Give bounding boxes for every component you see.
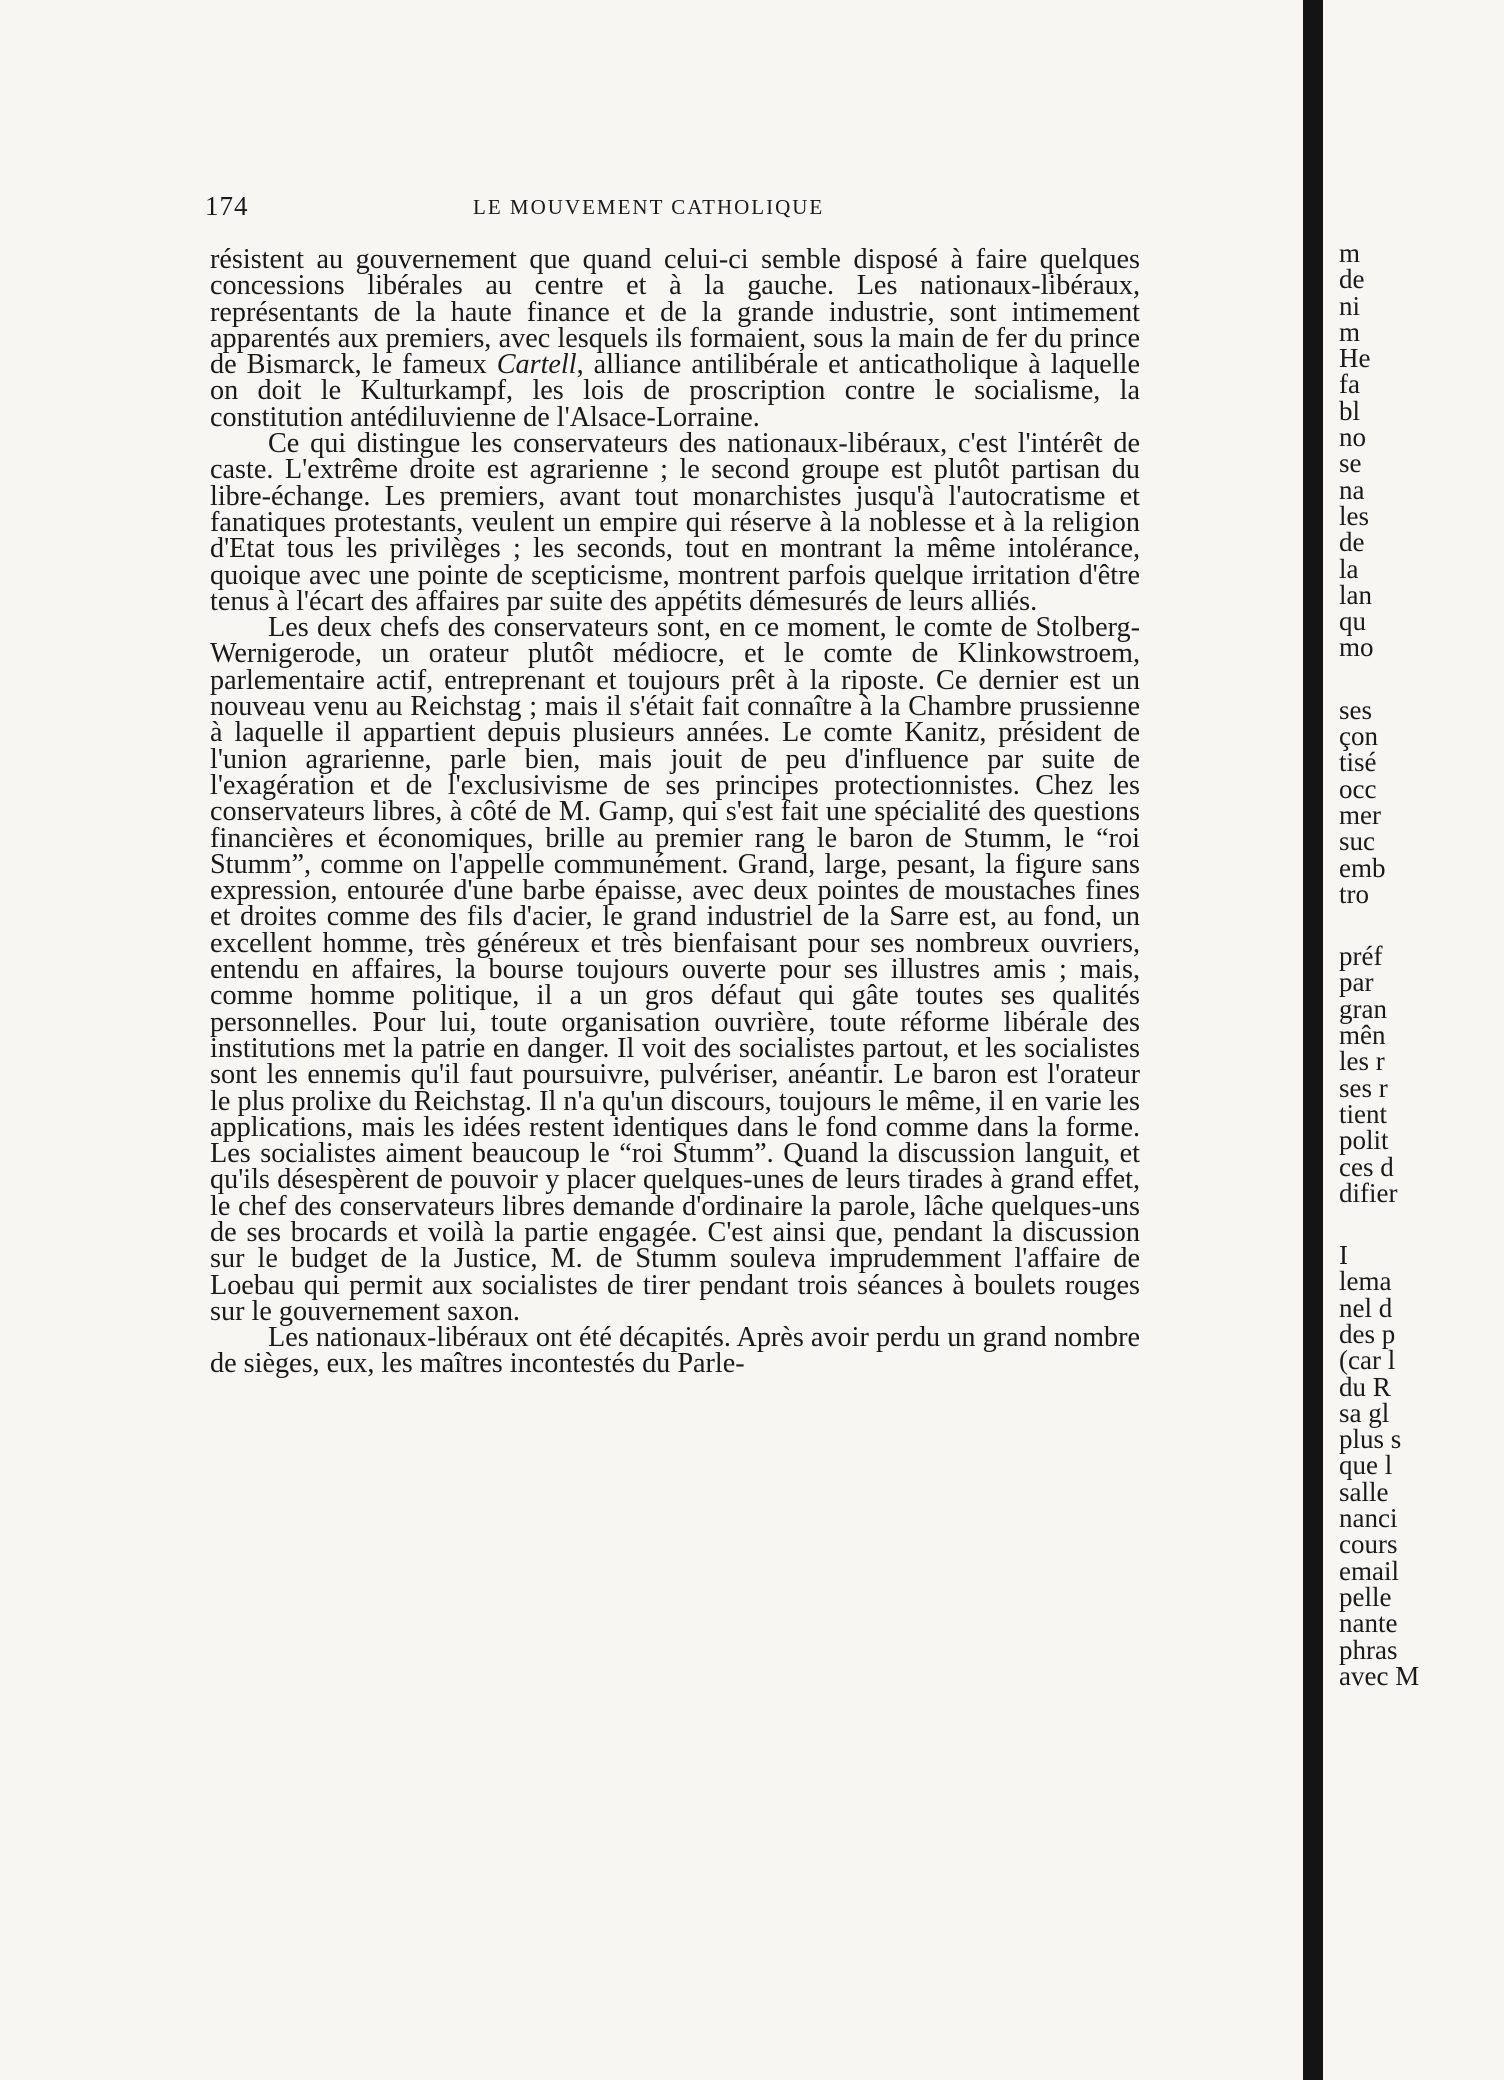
text-fragment: bl (1339, 395, 1361, 426)
running-head: LE MOUVEMENT CATHOLIQUE (473, 195, 825, 219)
right-page-edge (1323, 0, 1504, 2080)
text-fragment: ni (1339, 290, 1361, 321)
right-page-text-fragments (1339, 240, 1504, 1689)
text-fragment: que l (1339, 1450, 1393, 1481)
text-fragment: phras (1339, 1634, 1398, 1665)
text-fragment: na (1339, 474, 1365, 505)
paragraph-3: Les deux chefs des conservateurs sont, en ce moment, le comte de Stolberg-Wernigerode, un orateur plutôt médiocre, et le comte de Klinkowstroem, parlementaire actif, entreprenant et toujours prêt à la riposte. Ce dernier est un nouveau venu au Reichstag ; mais il s'était fait connaître à la Chambre prussienne à laquelle il appartient depuis plusieurs années. Le comte Kanitz, président de l'union agrarienne, parle bien, mais jouit de peu d'influence par suite de l'exagération et de l'exclusivisme de ses principes protectionnistes. Chez les conservateurs libres, à côté de M. Gamp, qui s'est fait une spécialité des questions financières et économiques, brille au premier rang le baron de Stumm, le “roi Stumm”, comme on l'appelle communément. Grand, large, pesant, la figure sans expression, entourée d'une barbe épaisse, avec deux pointes de moustaches fines et droites comme des fils d'acier, le grand industriel de la Sarre est, au fond, un excellent homme, très généreux et très bienfaisant pour ses nombreux ouvriers, entendu en affaires, la bourse toujours ouverte pour ses illustres amis ; mais, comme homme politique, il a un gros défaut qui gâte toutes ses qualités personnelles. Pour lui, toute organisation ouvrière, toute réforme libérale des institutions met la patrie en danger. Il voit des socialistes partout, et les socialistes sont les ennemis qu'il faut poursuivre, pulvériser, anéantir. Le baron est l'orateur le plus prolixe du Reichstag. Il n'a qu'un discours, toujours le même, il en varie les applications, mais les idées restent identiques dans le fond comme dans la forme. Les socialistes aiment beaucoup le “roi Stumm”. Quand la discussion languit, et qu'ils désespèrent de pouvoir y placer quelques-unes de leurs tirades à grand effet, le chef des conservateurs libres demande d'ordinaire la parole, lâche quelques-uns de ses brocards et voilà la partie engagée. C'est ainsi que, pendant la discussion sur le budget de la Justice, M. de Stumm souleva imprudemment l'affaire de Loebau qui permit aux socialistes de tirer pendant trois séances à boulets rouges sur le gouvernement saxon. (210, 612, 1140, 1327)
text-fragment: par (1339, 967, 1374, 998)
paragraph-gap (1339, 661, 1504, 697)
paragraph-4: Les nationaux-libéraux ont été décapités. Après avoir perdu un grand nombre de sièges, eux, les maîtres incontestés du Parle- (210, 1322, 1140, 1380)
text-fragment: no (1339, 422, 1366, 453)
text-fragment: pelle (1339, 1581, 1392, 1612)
text-fragment: sa gl (1339, 1397, 1390, 1428)
paragraph-1: résistent au gouvernement que quand celui-ci semble disposé à faire quelques concessions libérales au centre et à la gauche. Les nationaux-libéraux, représentants de la haute finance et de la grande industrie, sont intimement apparentés aux premiers, avec lesquels ils formaient, sous la main de fer du prince de Bismarck, le fameux Cartell, alliance antilibérale et anticatholique à laquelle on doit le Kulturkampf, les lois de proscription contre le socialisme, la constitution antédiluvienne de l'Alsace-Lorraine. (210, 244, 1140, 433)
text-fragment: difier (1339, 1177, 1398, 1208)
text-fragment: avec M (1339, 1660, 1420, 1691)
text-fragment: nante (1339, 1608, 1398, 1639)
text-fragment: ses (1339, 694, 1372, 725)
paragraph-gap (1339, 907, 1504, 943)
text-fragment: suc (1339, 826, 1375, 857)
text-fragment: email (1339, 1555, 1399, 1586)
text-fragment: lan (1339, 579, 1372, 610)
text-fragment: mer (1339, 799, 1381, 830)
text-fragment: fa (1339, 369, 1360, 400)
page-number: 174 (205, 191, 249, 221)
text-fragment: tro (1339, 878, 1369, 909)
text-fragment: çon (1339, 721, 1378, 752)
text-fragment: se (1339, 448, 1362, 479)
text-fragment: mo (1339, 632, 1374, 663)
text-fragment: de (1339, 527, 1365, 558)
text-fragment: les (1339, 500, 1369, 531)
text-fragment: préf (1339, 941, 1383, 972)
text-fragment: I (1339, 1240, 1348, 1271)
text-fragment: la (1339, 553, 1359, 584)
text-fragment: emb (1339, 852, 1386, 883)
text-fragment: plus s (1339, 1424, 1402, 1455)
text-fragment: ses r (1339, 1072, 1388, 1103)
text-fragment: gran (1339, 993, 1387, 1024)
book-gutter (1303, 0, 1323, 2080)
text-fragment: (car l (1339, 1345, 1396, 1376)
text-fragment: tient (1339, 1098, 1387, 1129)
text-fragment: occ (1339, 773, 1377, 804)
text-fragment: des p (1339, 1318, 1396, 1349)
text-fragment: nel d (1339, 1292, 1393, 1323)
text-fragment: m (1339, 238, 1361, 268)
text-fragment: tisé (1339, 747, 1377, 778)
text-fragment: cours (1339, 1529, 1398, 1560)
text-fragment: lema (1339, 1266, 1392, 1297)
text-fragment: m (1339, 316, 1361, 347)
text-fragment: de (1339, 264, 1365, 295)
text-fragment: qu (1339, 606, 1366, 637)
paragraph-gap (1339, 1206, 1504, 1242)
body-text (210, 244, 1140, 1380)
text-fragment: les r (1339, 1046, 1385, 1077)
text-fragment: nanci (1339, 1503, 1398, 1534)
text-fragment: He (1339, 343, 1371, 374)
paragraph-2: Ce qui distingue les conservateurs des nationaux-libéraux, c'est l'intérêt de caste. L'extrême droite est agrarienne ; le second groupe est plutôt partisan du libre-échange. Les premiers, avant tout monarchistes jusqu'à l'autocratisme et fanatiques protestants, veulent un empire qui réserve à la noblesse et à la religion d'Etat tous les privilèges ; les seconds, tout en montrant la même intolérance, quoique avec une pointe de scepticisme, montrent parfois quelque irritation d'être tenus à l'écart des affaires par suite des appétits démesurés de leurs alliés. (210, 428, 1140, 617)
text-fragment: salle (1339, 1476, 1389, 1507)
text-fragment: ces d (1339, 1151, 1394, 1182)
text-fragment: du R (1339, 1371, 1391, 1402)
text-fragment: mên (1339, 1020, 1386, 1051)
page-header (205, 191, 1155, 225)
italic-term: Cartell (496, 349, 577, 381)
text-fragment: polit (1339, 1125, 1389, 1156)
